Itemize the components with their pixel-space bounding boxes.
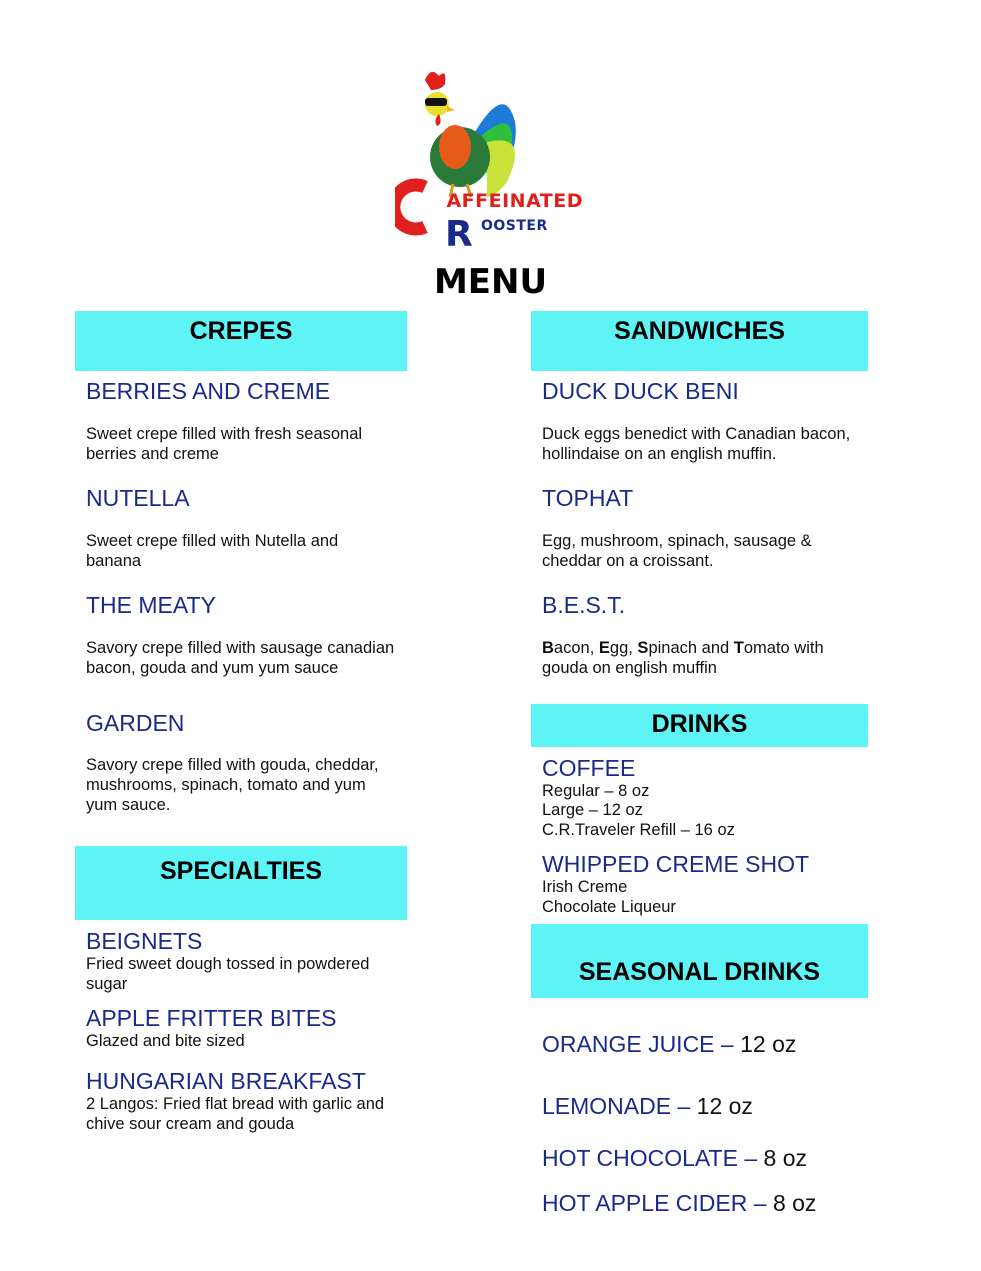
- specialty-title-hungarian: HUNGARIAN BREAKFAST: [86, 1068, 366, 1094]
- best-s: S: [637, 639, 649, 657]
- specialty-desc-apple-fritter: Glazed and bite sized: [86, 1032, 245, 1050]
- svg-text:R: R: [445, 214, 473, 252]
- drinks-heading: DRINKS: [531, 704, 868, 747]
- seasonal-lemonade-name: LEMONADE: [542, 1093, 672, 1119]
- coffee-size-regular: Regular – 8 oz: [542, 782, 650, 800]
- best-bacon: acon,: [553, 639, 599, 657]
- logo-text-line2: OOSTER: [481, 218, 548, 234]
- best-b: B: [542, 639, 554, 657]
- caffeinated-rooster-logo: [395, 62, 584, 252]
- specialty-title-apple-fritter: APPLE FRITTER BITES: [86, 1005, 337, 1031]
- coffee-size-large: Large – 12 oz: [542, 801, 643, 819]
- crepe-title-berries: BERRIES AND CREME: [86, 378, 331, 404]
- seasonal-hot-chocolate-name: HOT CHOCOLATE: [542, 1145, 738, 1171]
- crepes-heading: CREPES: [75, 311, 407, 371]
- seasonal-hot-apple-cider-name: HOT APPLE CIDER: [542, 1190, 748, 1216]
- coffee-size-refill: C.R.Traveler Refill – 16 oz: [542, 821, 735, 839]
- sandwich-title-duck: DUCK DUCK BENI: [542, 378, 739, 404]
- whipped-option-irish: Irish Creme: [542, 878, 628, 896]
- drink-title-whipped: WHIPPED CREME SHOT: [542, 851, 810, 877]
- seasonal-orange-juice: ORANGE JUICE – 12 oz: [542, 1031, 797, 1057]
- best-t: T: [733, 639, 744, 657]
- seasonal-hot-apple-cider: HOT APPLE CIDER – 8 oz: [542, 1190, 817, 1216]
- logo-text-line1: AFFEINATED: [446, 190, 584, 212]
- sandwiches-heading: SANDWICHES: [531, 311, 868, 371]
- sandwich-desc-duck: Duck eggs benedict with Canadian bacon, hollindaise on an english muffin.: [542, 425, 851, 463]
- crepe-desc-garden: Savory crepe filled with gouda, cheddar, mushrooms, spinach, tomato and yum yum sauce.: [86, 756, 379, 814]
- best-egg: gg,: [609, 639, 638, 657]
- seasonal-hot-chocolate: HOT CHOCOLATE – 8 oz: [542, 1145, 808, 1171]
- crepe-desc-nutella: Sweet crepe filled with Nutella and banana: [86, 532, 339, 570]
- seasonal-hot-chocolate-size: 8 oz: [763, 1145, 808, 1171]
- specialty-desc-beignets: Fried sweet dough tossed in powdered sugar: [86, 955, 370, 993]
- seasonal-orange-juice-size: 12 oz: [740, 1031, 797, 1057]
- crepe-title-nutella: NUTELLA: [86, 485, 190, 511]
- seasonal-hot-apple-cider-size: 8 oz: [772, 1190, 817, 1216]
- menu-title: MENU: [433, 262, 548, 302]
- crepe-title-garden: GARDEN: [86, 710, 185, 736]
- whipped-option-chocolate: Chocolate Liqueur: [542, 898, 676, 916]
- best-tomato: omato with gouda on english muffin: [542, 639, 824, 677]
- seasonal-lemonade: LEMONADE – 12 oz: [542, 1093, 753, 1119]
- crepe-desc-meaty: Savory crepe filled with sausage canadian bacon, gouda and yum yum sauce: [86, 639, 395, 677]
- sandwich-desc-tophat: Egg, mushroom, spinach, sausage & cheddar on a croissant.: [542, 532, 812, 570]
- crepe-desc-berries: Sweet crepe filled with fresh seasonal berries and creme: [86, 425, 363, 463]
- sandwich-title-best: B.E.S.T.: [542, 592, 626, 618]
- best-spinach: pinach and: [648, 639, 734, 657]
- sandwich-title-tophat: TOPHAT: [542, 485, 634, 511]
- specialty-desc-hungarian: 2 Langos: Fried flat bread with garlic and chive sour cream and gouda: [86, 1095, 385, 1133]
- seasonal-drinks-heading: SEASONAL DRINKS: [531, 924, 868, 998]
- seasonal-lemonade-size: 12 oz: [696, 1093, 753, 1119]
- sandwich-desc-best: [542, 638, 862, 678]
- specialty-title-beignets: BEIGNETS: [86, 928, 203, 954]
- drink-title-coffee: COFFEE: [542, 755, 636, 781]
- seasonal-orange-juice-name: ORANGE JUICE: [542, 1031, 715, 1057]
- best-e: E: [598, 639, 610, 657]
- specialties-heading: SPECIALTIES: [75, 846, 407, 920]
- crepe-title-meaty: THE MEATY: [86, 592, 216, 618]
